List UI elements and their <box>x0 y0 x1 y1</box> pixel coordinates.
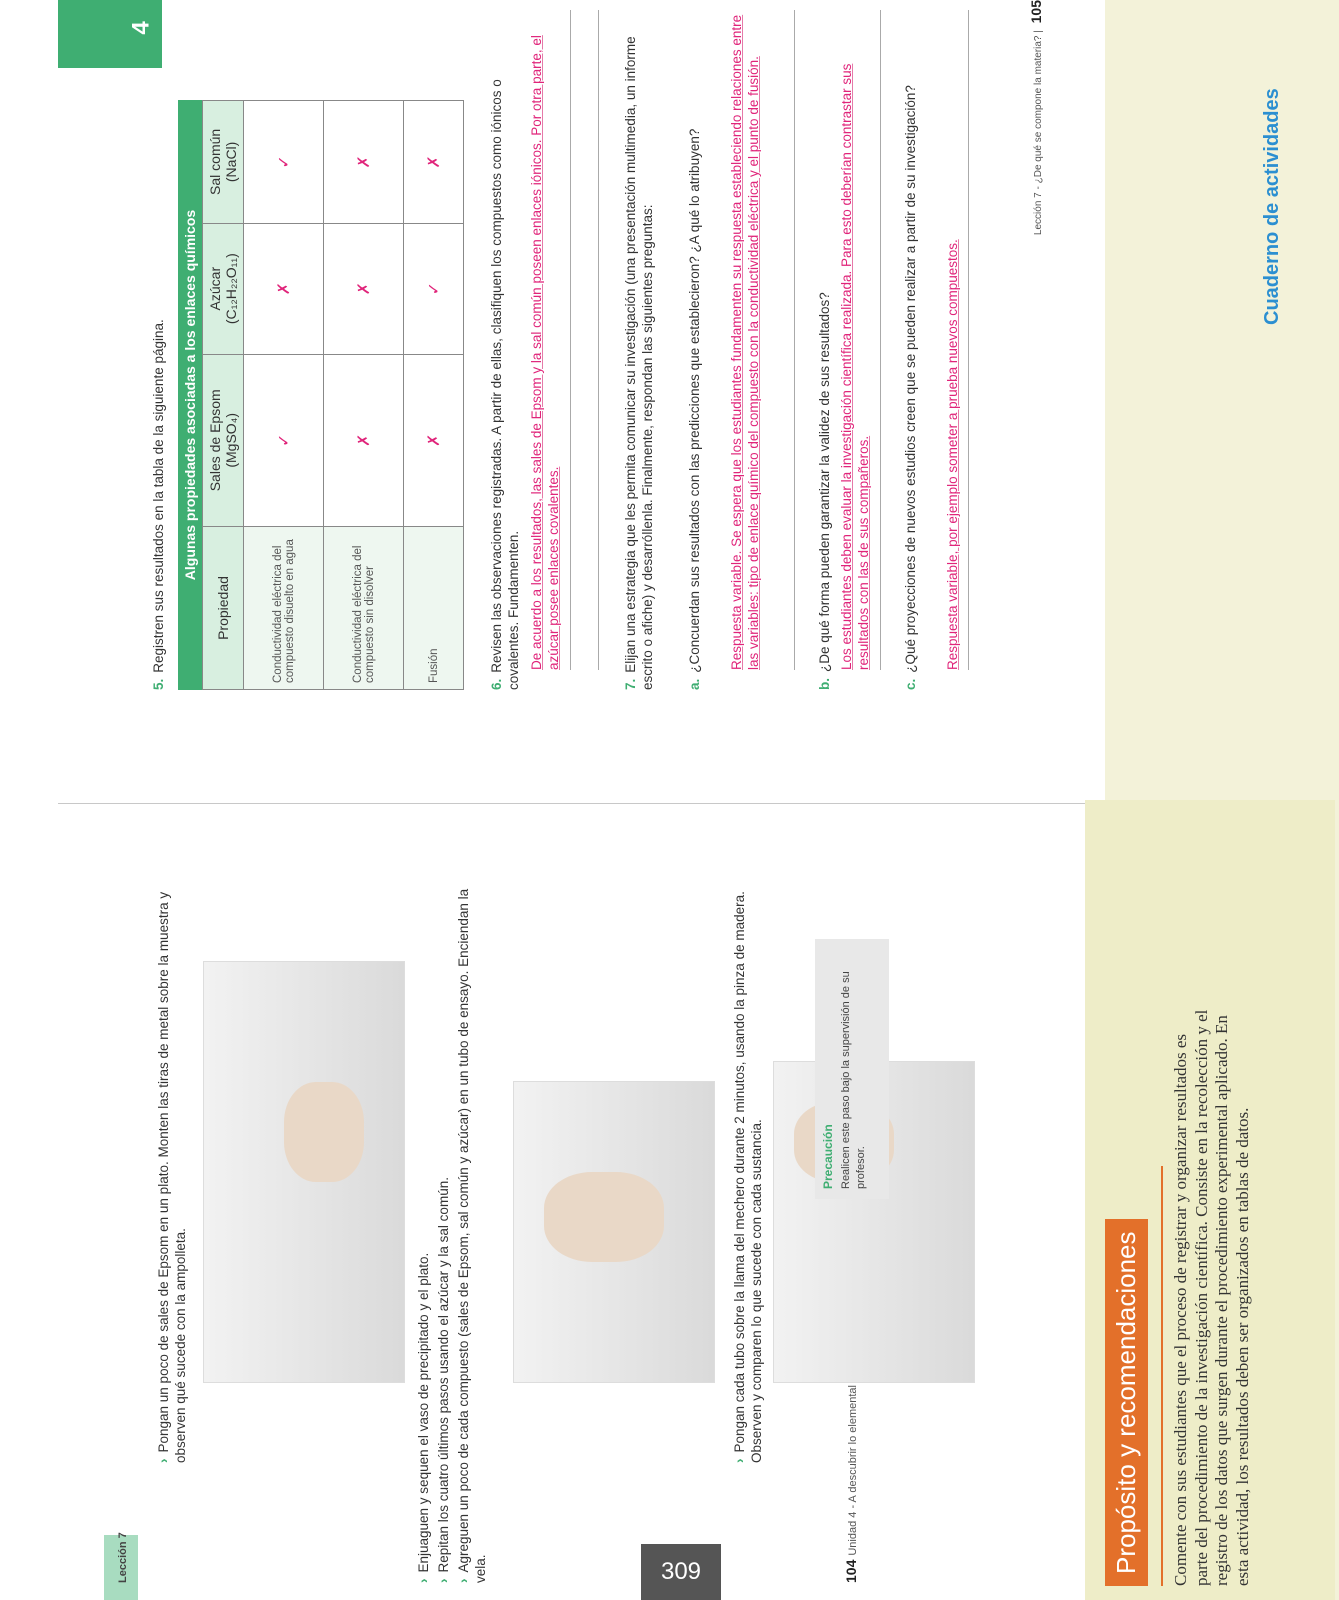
proposito-divider <box>1161 1166 1163 1586</box>
step-2: ›Enjuaguen y sequen el vaso de precipitado y el plato. <box>416 1252 431 1583</box>
proposito-panel <box>1085 800 1335 1600</box>
answer-line <box>794 10 795 670</box>
table-row: Conductividad eléctrica del compuesto sin disolver ✗ ✗ ✗ <box>324 101 404 690</box>
answer-line <box>570 10 571 670</box>
caution-title: Precaución <box>821 1124 835 1189</box>
proposito-text: Comente con sus estudiantes que el proceso de registrar y organizar resultados es parte del procedimiento de la investigación científica. Consiste en la recolección y el registro de los datos que surgen durante el procedimiento experimental aplicado. En esta actividad, los resultados deben ser organizados en tablas de datos. <box>1171 1009 1252 1586</box>
step-4: ›Agreguen un poco de cada compuesto (sales de Epsom, sal común y azúcar) en un tubo de ensayo. Enciendan la vela. <box>456 888 488 1583</box>
answer-line <box>598 10 599 670</box>
answer-7a: Respuesta variable. Se espera que los estudiantes fundamenten su respuesta estableciendo relaciones entre las variables: tipo de enlace químico del compuesto con la conductividad eléctrica y el punto de fusión. <box>729 14 761 670</box>
proposito-title: Propósito y recomendaciones <box>1105 1219 1148 1586</box>
header-sal: Sal común (NaCl) <box>203 101 244 224</box>
left-footer: 104Unidad 4 - A descubrir lo elemental <box>843 1385 859 1583</box>
question-6: 6.Revisen las observaciones registradas. A partir de ellas, clasifiquen los compuestos como iónicos o covalentes. Fundamenten. <box>489 79 521 690</box>
header-epsom: Sales de Epsom (MgSO₄) <box>203 354 244 526</box>
table-row: Fusión ✗ ✓ ✗ <box>404 101 464 690</box>
page-number-badge: 309 <box>641 1544 721 1600</box>
step-3: ›Repitan los cuatro últimos pasos usando el azúcar y la sal común. <box>436 1177 451 1583</box>
photo-epsom-circuit <box>203 961 405 1383</box>
header-propiedad: Propiedad <box>203 527 244 690</box>
step-5: ›Pongan cada tubo sobre la llama del mechero durante 2 minutos, usando la pinza de madera. Observen y comparen lo que sucede con cada sustancia. <box>732 891 764 1463</box>
right-footer: Lección 7 - ¿De qué se compone la materia? | 105 <box>1028 0 1044 236</box>
answer-7c: Respuesta variable, por ejemplo someter a prueba nuevos compuestos. <box>945 239 960 670</box>
table-row: Conductividad eléctrica del compuesto disuelto en agua ✓ ✗ ✓ <box>244 101 324 690</box>
unit-tab: 4 <box>58 0 162 68</box>
right-page <box>150 0 1044 690</box>
question-7b: b.¿De qué forma pueden garantizar la validez de sus resultados? <box>817 292 832 690</box>
left-page <box>95 803 1015 1583</box>
question-7: 7.Elijan una estrategia que les permita comunicar su investigación (una presentación multimedia, un informe escrito o afiche) y desarróllenla. Finalmente, respondan las siguientes preguntas: <box>623 36 655 690</box>
cuaderno-link[interactable]: Cuaderno de actividades <box>1261 88 1283 325</box>
table-caption: Algunas propiedades asociadas a los enlaces químicos <box>178 100 202 690</box>
properties-table <box>178 100 464 690</box>
caution-text: Realicen este paso bajo la supervisión de su profesor. <box>840 971 867 1189</box>
caution-box <box>815 939 889 1199</box>
answer-6: De acuerdo a los resultados, las sales de Epsom y la sal común poseen enlaces iónicos. Por otra parte, el azúcar posee enlaces covalentes. <box>529 35 561 670</box>
question-5: 5.Registren sus resultados en la tabla de la siguiente página. <box>151 319 166 690</box>
question-7c: c.¿Qué proyecciones de nuevos estudios creen que se pueden realizar a partir de su investigación? <box>903 85 918 690</box>
question-7a: a.¿Concuerdan sus resultados con las predicciones que establecieron? ¿A qué lo atribuyen? <box>687 128 702 690</box>
lesson-label: Lección 7 <box>117 1532 129 1583</box>
header-azucar: Azúcar (C₁₂H₂₂O₁₁) <box>203 223 244 354</box>
answer-line <box>968 10 969 670</box>
answer-7b: Los estudiantes deben evaluar la investigación científica realizada. Para esto deberían contrastar sus resultados con las de sus compañeros. <box>839 63 871 670</box>
photo-test-tube <box>513 1081 715 1383</box>
step-1: ›Pongan un poco de sales de Epsom en un plato. Monten las tiras de metal sobre la muestra y observen qué sucede con la ampolleta. <box>156 891 188 1463</box>
answer-line <box>880 10 881 670</box>
